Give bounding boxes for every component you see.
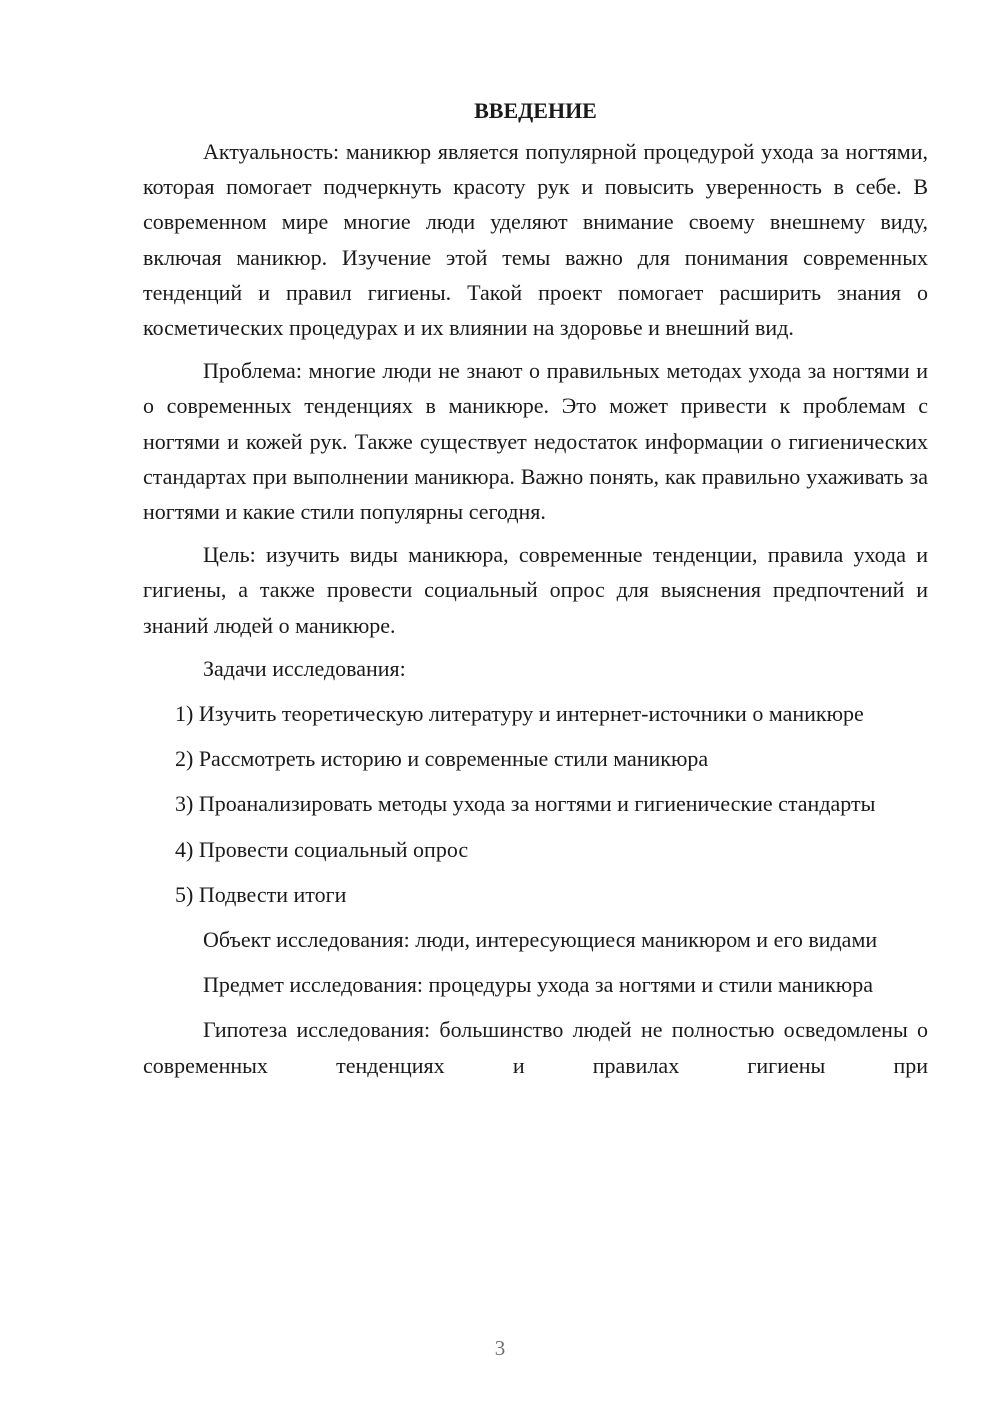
paragraph-relevance: Актуальность: маникюр является популярной процедурой ухода за ногтями, которая помогает подчеркнуть красоту рук и повысить уверенность в себе. В современном мире многие люди уделяют внимание своему внешнему виду, включая маникюр. Изучение этой темы важно для понимания современных тенденций и правил гигиены. Такой проект помогает расширить знания о косметических процедурах и их влиянии на здоровье и внешний вид. [143, 139, 928, 341]
page-content [143, 96, 928, 1083]
page-title: ВВЕДЕНИЕ [474, 98, 597, 123]
task-item-1: 1) Изучить теоретическую литературу и интернет-источники о маникюре [175, 701, 864, 727]
task-item-5: 5) Подвести итоги [175, 881, 347, 907]
paragraph-hypothesis: Гипотеза исследования: большинство людей не полностью осведомлены о современных тенденциях и правилах гигиены при [143, 1017, 928, 1078]
paragraph-problem: Проблема: многие люди не знают о правильных методах ухода за ногтями и о современных тенденциях в маникюре. Это может привести к проблемам с ногтями и кожей рук. Также существует недостаток информации о гигиенических стандартах при выполнении маникюра. Важно понять, как правильно ухаживать за ногтями и какие стили популярны сегодня. [143, 358, 928, 525]
task-item-4: 4) Провести социальный опрос [175, 836, 469, 862]
task-item-2: 2) Рассмотреть историю и современные стили маникюра [175, 746, 709, 772]
paragraph-object: Объект исследования: люди, интересующиеся маникюром и его видами [203, 927, 878, 953]
paragraph-goal: Цель: изучить виды маникюра, современные тенденции, правила ухода и гигиены, а также провести социальный опрос для выяснения предпочтений и знаний людей о маникюре. [143, 542, 928, 638]
page-number: 3 [494, 1336, 506, 1360]
tasks-heading: Задачи исследования: [203, 655, 406, 681]
task-item-3: 3) Проанализировать методы ухода за ногтями и гигиенические стандарты [175, 791, 876, 817]
paragraph-subject: Предмет исследования: процедуры ухода за ногтями и стили маникюра [203, 972, 873, 998]
